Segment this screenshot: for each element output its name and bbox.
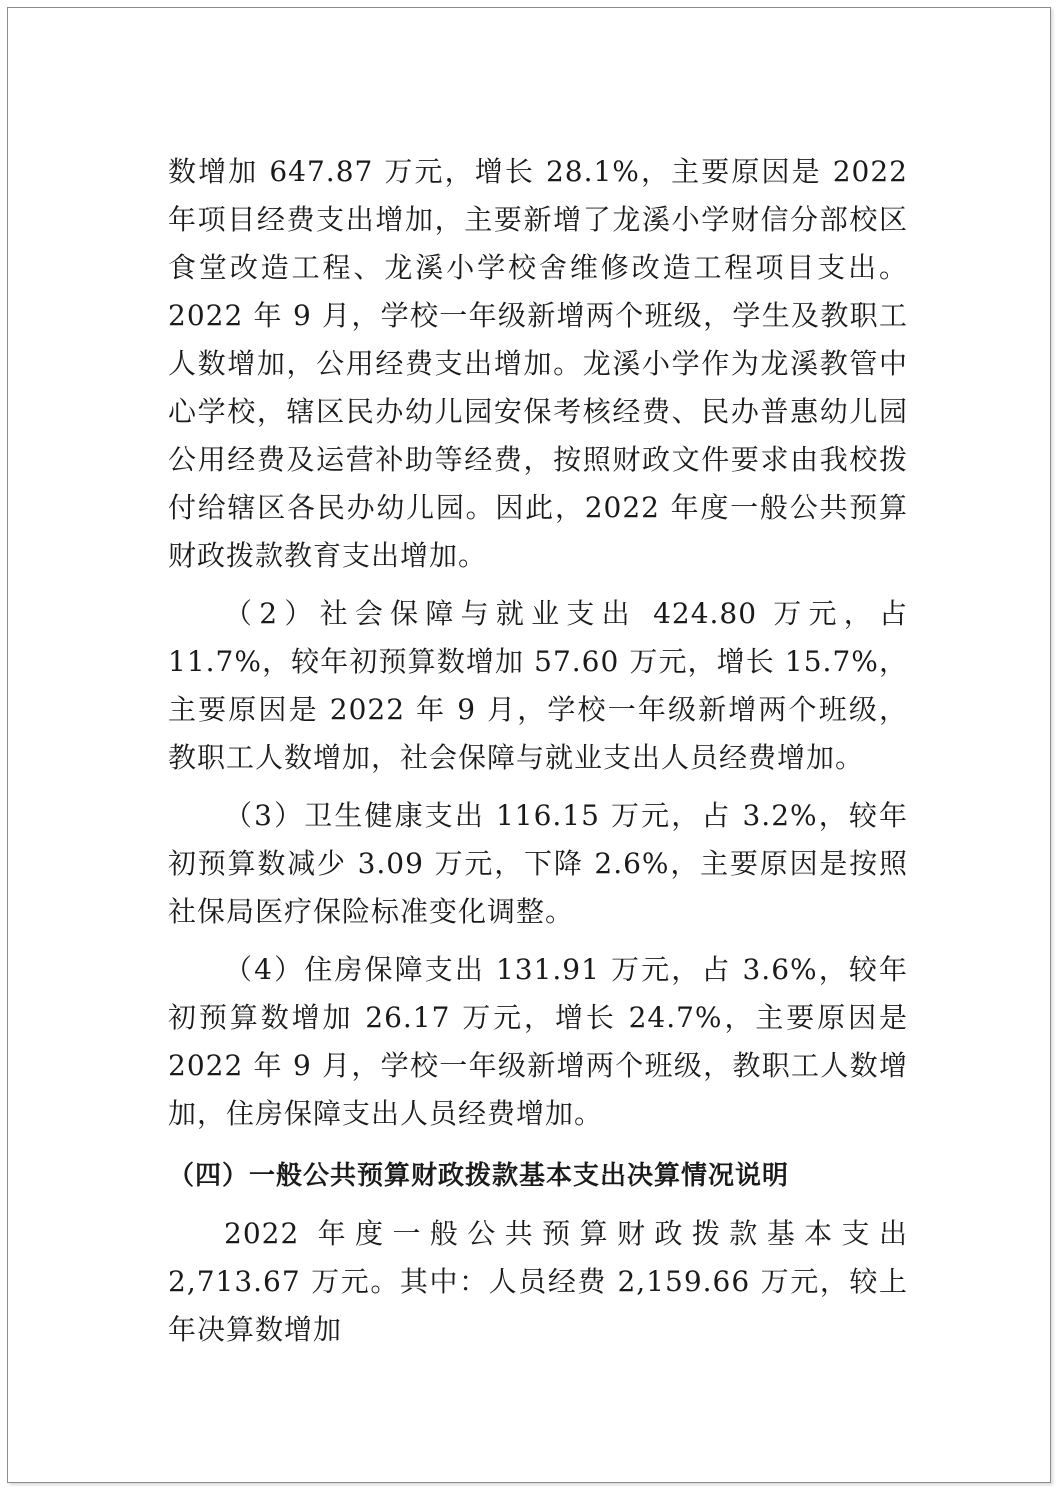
paragraph-housing: （4）住房保障支出 131.91 万元，占 3.6%，较年初预算数增加 26.17 万元，增长 24.7%，主要原因是 2022 年 9 月，学校一年级新增两个班级，教职工人数增加，住房保障支出人员经费增加。 [168,953,908,1130]
paragraph-social-security: （2）社会保障与就业支出 424.80 万元，占 11.7%，较年初预算数增加 57.60 万元，增长 15.7%，主要原因是 2022 年 9 月，学校一年级新增两个班级，教职工人数增加，社会保障与就业支出人员经费增加。 [168,597,908,774]
paragraph-health: （3）卫生健康支出 116.15 万元，占 3.2%，较年初预算数减少 3.09 万元，下降 2.6%，主要原因是按照社保局医疗保险标准变化调整。 [168,799,908,928]
paragraph-basic-expenditure: 2022 年度一般公共预算财政拨款基本支出 2,713.67 万元。其中：人员经费 2,159.66 万元，较上年决算数增加 [168,1217,908,1346]
document-page [7,7,1051,1483]
section-heading-basic-expenditure: （四）一般公共预算财政拨款基本支出决算情况说明 [168,1161,790,1191]
paragraph-education-expenditure: 数增加 647.87 万元，增长 28.1%，主要原因是 2022 年项目经费支出增加，主要新增了龙溪小学财信分部校区食堂改造工程、龙溪小学校舍维修改造工程项目支出。2022 年 9 月，学校一年级新增两个班级，学生及教职工人数增加，公用经费支出增加。龙溪小学作为龙溪教管中心学校，辖区民办幼儿园安保考核经费、民办普惠幼儿园公用经费及运营补助等经费，按照财政文件要求由我校拨付给辖区各民办幼儿园。因此，2022 年度一般公共预算财政拨款教育支出增加。 [168,155,908,572]
document-body [168,148,908,1354]
